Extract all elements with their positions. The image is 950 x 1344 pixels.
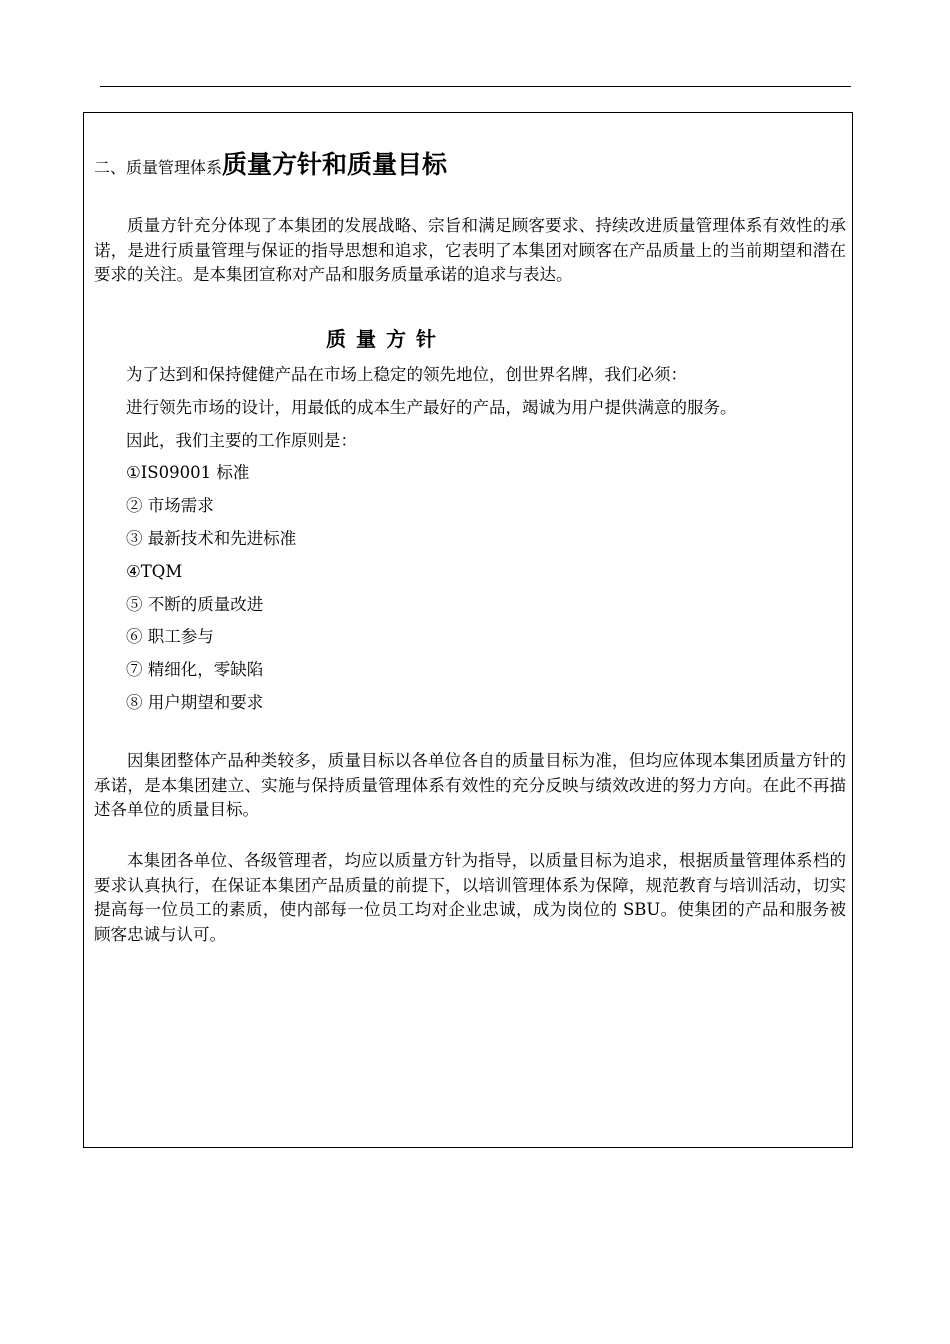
principle-item: ⑤ 不断的质量改进 — [126, 595, 264, 614]
section-heading-title: 质量方针和质量目标 — [222, 150, 448, 179]
principle-item: ⑥ 职工参与 — [126, 627, 214, 646]
principle-item: ①IS09001 标准 — [126, 463, 250, 482]
policy-line-2: 进行领先市场的设计，用最低的成本生产最好的产品，竭诚为用户提供满意的服务。 — [126, 398, 737, 417]
principle-item: ② 市场需求 — [126, 496, 214, 515]
closing-paragraph: 本集团各单位、各级管理者，均应以质量方针为指导，以质量目标为追求，根据质量管理体系档的要求认真执行，在保证本集团产品质量的前提下，以培训管理体系为保障，规范教育与培训活动，切实提高每一位员工的素质，使内部每一位员工均对企业忠诚，成为岗位的 SBU。使集团的产品和服务被顾客忠诚与认可。 — [94, 851, 846, 944]
section-heading-prefix: 二、质量管理体系 — [94, 158, 223, 177]
principle-item: ⑦ 精细化，零缺陷 — [126, 660, 264, 679]
section-heading — [94, 145, 447, 181]
policy-title: 质量方针 — [326, 327, 446, 351]
header-rule — [100, 86, 851, 87]
principle-item: ⑧ 用户期望和要求 — [126, 693, 264, 712]
principle-item: ③ 最新技术和先进标准 — [126, 529, 297, 548]
principle-item: ④TQM — [126, 562, 183, 581]
policy-line-3: 因此，我们主要的工作原则是： — [126, 431, 357, 450]
policy-line-1: 为了达到和保持健健产品在市场上稳定的领先地位，创世界名牌，我们必须： — [126, 365, 687, 384]
objectives-paragraph: 因集团整体产品种类较多，质量目标以各单位各自的质量目标为准，但均应体现本集团质量方针的承诺，是本集团建立、实施与保持质量管理体系有效性的充分反映与绩效改进的努力方向。在此不再描述各单位的质量目标。 — [94, 751, 846, 819]
intro-paragraph: 质量方针充分体现了本集团的发展战略、宗旨和满足顾客要求、持续改进质量管理体系有效性的承诺，是进行质量管理与保证的指导思想和追求，它表明了本集团对顾客在产品质量上的当前期望和潜在要求的关注。是本集团宣称对产品和服务质量承诺的追求与表达。 — [94, 216, 846, 284]
